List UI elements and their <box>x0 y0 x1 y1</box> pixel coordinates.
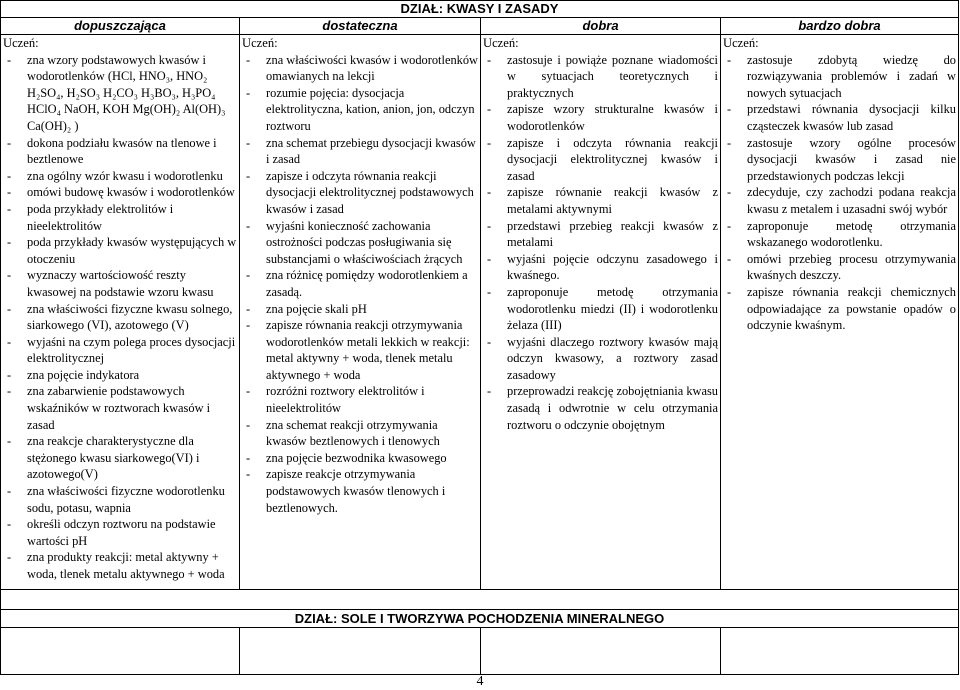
requirement-item: - zaproponuje metodę otrzymania wskazanego wodorotlenku. <box>723 218 956 251</box>
empty-cell <box>721 628 959 675</box>
next-section-row <box>1 610 959 628</box>
requirement-item: - zna produkty reakcji: metal aktywny + woda, tlenek metalu aktywnego + woda <box>3 549 237 582</box>
requirement-item: - zna zabarwienie podstawowych wskaźników w roztworach kwasów i zasad <box>3 383 237 433</box>
grade-header: dopuszczająca <box>1 18 240 35</box>
requirement-item: - przedstawi równania dysocjacji kilku cząsteczek kwasów lub zasad <box>723 101 956 134</box>
section-title-row <box>1 1 959 18</box>
requirement-item: - rozróżni roztwory elektrolitów i nieelektrolitów <box>242 383 478 416</box>
requirement-item: - poda przykłady kwasów występujących w otoczeniu <box>3 234 237 267</box>
section-title: DZIAŁ: KWASY I ZASADY <box>1 1 959 18</box>
requirement-item: - zapisze równania reakcji otrzymywania wodorotlenków metali lekkich w reakcji: metal aktywny + woda, tlenek metalu aktywnego + woda <box>242 317 478 383</box>
requirement-item: - zna właściwości kwasów i wodorotlenków omawianych na lekcji <box>242 52 478 85</box>
requirement-item: - zna schemat przebiegu dysocjacji kwasów i zasad <box>242 135 478 168</box>
column-header-uczen: Uczeń: <box>242 36 278 50</box>
empty-cell <box>1 590 959 610</box>
requirement-list <box>242 52 478 517</box>
requirement-item: - zna pojęcie bezwodnika kwasowego <box>242 450 478 467</box>
requirement-item: - zna różnicę pomiędzy wodorotlenkiem a zasadą. <box>242 267 478 300</box>
requirement-item: - przeprowadzi reakcję zobojętniania kwasu zasadą i odwrotnie w celu otrzymania roztworu o odczynie obojętnym <box>483 383 718 433</box>
next-section-body-row <box>1 628 959 675</box>
requirement-item: - zastosuje wzory ogólne procesów dysocjacji kwasów i zasad nie przedstawionych podczas lekcji <box>723 135 956 185</box>
requirement-item: - zaproponuje metodę otrzymania wodorotlenku miedzi (II) i wodorotlenku żelaza (III) <box>483 284 718 334</box>
requirement-item: - zdecyduje, czy zachodzi podana reakcja kwasu z metalem i uzasadni swój wybór <box>723 184 956 217</box>
requirement-item: - zna pojęcie skali pH <box>242 301 478 318</box>
column-bardzo-dobra <box>721 35 959 590</box>
requirement-item: - zna właściwości fizyczne kwasu solnego, siarkowego (VI), azotowego (V) <box>3 301 237 334</box>
requirement-item: - zna schemat reakcji otrzymywania kwasów beztlenowych i tlenowych <box>242 417 478 450</box>
requirement-item: - zna właściwości fizyczne wodorotlenku sodu, potasu, wapnia <box>3 483 237 516</box>
page-number: 4 <box>476 674 484 689</box>
empty-cell <box>1 628 240 675</box>
requirement-item: - wyjaśni dlaczego roztwory kwasów mają odczyn kwasowy, a roztwory zasad zasadowy <box>483 334 718 384</box>
grade-header: dobra <box>481 18 721 35</box>
requirement-item: - poda przykłady elektrolitów i nieelektrolitów <box>3 201 237 234</box>
requirement-list <box>723 52 956 334</box>
requirement-item: - zastosuje zdobytą wiedzę do rozwiązywania problemów i zadań w nowych sytuacjach <box>723 52 956 102</box>
requirement-item: - zna pojęcie indykatora <box>3 367 237 384</box>
next-section-title: DZIAŁ: SOLE I TWORZYWA POCHODZENIA MINERALNEGO <box>1 610 959 628</box>
requirement-item: - wyjaśni pojęcie odczynu zasadowego i kwaśnego. <box>483 251 718 284</box>
grade-header: bardzo dobra <box>721 18 959 35</box>
requirement-item: - omówi przebieg procesu otrzymywania kwaśnych deszczy. <box>723 251 956 284</box>
requirement-item: - zna reakcje charakterystyczne dla stężonego kwasu siarkowego(VI) i azotowego(V) <box>3 433 237 483</box>
requirement-item: - zapisze wzory strukturalne kwasów i wodorotlenków <box>483 101 718 134</box>
requirement-item: - omówi budowę kwasów i wodorotlenków <box>3 184 237 201</box>
requirement-item: - zapisze równanie reakcji kwasów z metalami aktywnymi <box>483 184 718 217</box>
grade-header-row <box>1 18 959 35</box>
requirement-item: - wyjaśni konieczność zachowania ostrożności podczas posługiwania się substancjami o właściwościach żrących <box>242 218 478 268</box>
requirement-item: - określi odczyn roztworu na podstawie wartości pH <box>3 516 237 549</box>
column-header-uczen: Uczeń: <box>483 36 519 50</box>
requirement-list <box>3 52 237 583</box>
requirement-list <box>483 52 718 434</box>
column-dobra <box>481 35 721 590</box>
requirement-item: - zastosuje i powiąże poznane wiadomości w sytuacjach teoretycznych i praktycznych <box>483 52 718 102</box>
requirement-item: - zapisze równania reakcji chemicznych odpowiadające za powstanie opadów o odczynie kwaśnym. <box>723 284 956 334</box>
requirement-item: - zna ogólny wzór kwasu i wodorotlenku <box>3 168 237 185</box>
column-dopuszczajaca <box>1 35 240 590</box>
empty-row <box>1 590 959 610</box>
empty-cell <box>240 628 481 675</box>
empty-cell <box>481 628 721 675</box>
requirement-item: - zapisze i odczyta równania reakcji dysocjacji elektrolitycznej kwasów i zasad <box>483 135 718 185</box>
requirement-item: - dokona podziału kwasów na tlenowe i beztlenowe <box>3 135 237 168</box>
column-header-uczen: Uczeń: <box>723 36 759 50</box>
grade-header: dostateczna <box>240 18 481 35</box>
requirement-item: - zapisze i odczyta równania reakcji dysocjacji elektrolitycznej podstawowych kwasów i zasad <box>242 168 478 218</box>
requirement-item: - rozumie pojęcia: dysocjacja elektrolityczna, kation, anion, jon, odczyn roztworu <box>242 85 478 135</box>
requirement-item: - zna wzory podstawowych kwasów i wodorotlenków (HCl, HNO₃, HNO₂ H₂SO₄, H₂SO₃ H₂CO₃ H₃BO₃, H₃PO₄ HClO₄ NaOH, KOH Mg(OH)₂ Al(OH)₃ Ca(OH)₂ ) <box>3 52 237 135</box>
requirement-item: - wyjaśni na czym polega proces dysocjacji elektrolitycznej <box>3 334 237 367</box>
requirement-item: - przedstawi przebieg reakcji kwasów z metalami <box>483 218 718 251</box>
requirement-item: - zapisze reakcje otrzymywania podstawowych kwasów tlenowych i beztlenowych. <box>242 466 478 516</box>
requirement-item: - wyznaczy wartościowość reszty kwasowej na podstawie wzoru kwasu <box>3 267 237 300</box>
requirements-row <box>1 35 959 590</box>
column-header-uczen: Uczeń: <box>3 36 39 50</box>
column-dostateczna <box>240 35 481 590</box>
